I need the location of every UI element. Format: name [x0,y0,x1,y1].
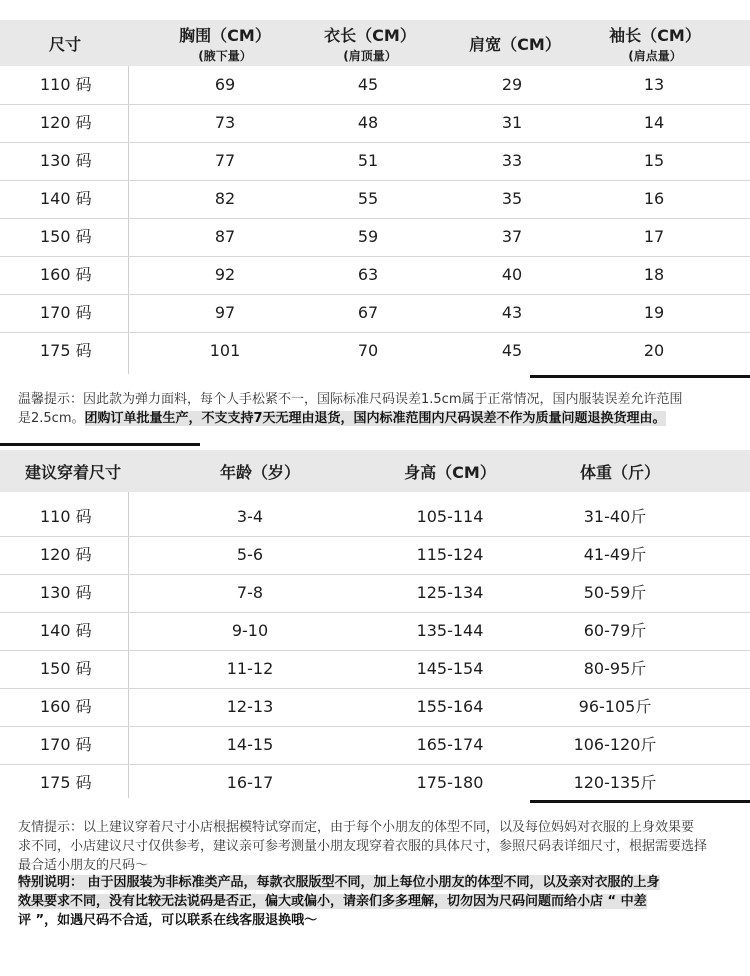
size-cell: 130 码 [40,583,92,602]
header-chest [160,20,290,66]
weight-cell: 106-120斤 [573,735,657,754]
height-cell: 145-154 [416,659,484,678]
table-row [0,536,750,575]
chest-cell: 69 [214,75,236,94]
header-sleeve-label: 袖长（CM） [609,25,701,45]
shoulder-cell: 43 [501,303,523,322]
size-cell: 160 码 [40,697,92,716]
table-row [0,650,750,689]
friendly-tip-line-2: 求不同，小店建议尺寸仅供参考，建议亲可参考测量小朋友现穿着衣服的具体尺寸，参照尺码表详细尺寸，根据需要选择 [18,839,708,854]
size-cell: 140 码 [40,189,92,208]
age-cell: 16-17 [226,773,274,792]
weight-cell: 120-135斤 [573,773,657,792]
size-cell: 150 码 [40,227,92,246]
table-row [0,764,750,802]
age-cell: 11-12 [226,659,274,678]
chest-cell: 92 [214,265,236,284]
height-cell: 125-134 [416,583,484,602]
length-cell: 67 [357,303,379,322]
shoulder-cell: 29 [501,75,523,94]
chest-cell: 101 [209,341,241,360]
table-row [0,574,750,613]
header-shoulder-label: 肩宽（CM） [469,34,561,54]
header-age [195,450,325,492]
sleeve-cell: 13 [643,75,665,94]
weight-cell: 50-59斤 [583,583,647,602]
weight-cell: 96-105斤 [578,697,652,716]
table-row [0,332,750,370]
size-table [0,20,750,378]
header-age-label: 年龄（岁） [219,462,300,482]
size-cell: 110 码 [40,507,92,526]
header-length-label: 衣长（CM） [324,25,416,45]
sleeve-cell: 16 [643,189,665,208]
warm-tip-line-2 [18,409,736,428]
length-cell: 63 [357,265,379,284]
header-suggest-size-label: 建议穿着尺寸 [24,462,121,482]
shoulder-cell: 35 [501,189,523,208]
special-note-line-2 [18,892,736,911]
header-chest-sub: (腋下量） [198,48,252,63]
header-chest-label: 胸围（CM） [179,25,271,45]
weight-cell: 41-49斤 [583,545,647,564]
special-note-line-3 [18,911,736,930]
header-height-label: 身高（CM） [404,462,496,482]
age-cell: 7-8 [236,583,264,602]
height-cell: 155-164 [416,697,484,716]
size-cell: 120 码 [40,545,92,564]
size-cell: 110 码 [40,75,92,94]
sleeve-cell: 20 [643,341,665,360]
header-sleeve-sub: (肩点量） [628,48,682,63]
size-table-bottom-rule [530,375,750,378]
age-cell: 9-10 [231,621,269,640]
shoulder-cell: 40 [501,265,523,284]
length-cell: 45 [357,75,379,94]
chest-cell: 73 [214,113,236,132]
height-cell: 165-174 [416,735,484,754]
table-row [0,726,750,765]
header-shoulder [450,20,580,66]
sleeve-cell: 15 [643,151,665,170]
sleeve-cell: 17 [643,227,665,246]
special-note-text-3: 评 ”，如遇尺码不合适，可以联系在线客服退换哦～ [18,913,318,928]
size-cell: 130 码 [40,151,92,170]
weight-cell: 60-79斤 [583,621,647,640]
section-divider [0,443,200,446]
sleeve-cell: 19 [643,303,665,322]
header-suggest-size [0,450,146,492]
table-row [0,688,750,727]
age-cell: 12-13 [226,697,274,716]
header-weight-label: 体重（斤） [579,462,660,482]
table-row [0,256,750,295]
header-length-sub: (肩顶量） [343,48,397,63]
age-cell: 14-15 [226,735,274,754]
chest-cell: 82 [214,189,236,208]
table-row [0,218,750,257]
warm-tip-note [18,390,736,428]
length-cell: 59 [357,227,379,246]
size-cell: 140 码 [40,621,92,640]
age-cell: 5-6 [236,545,264,564]
length-cell: 51 [357,151,379,170]
size-cell: 170 码 [40,303,92,322]
length-cell: 48 [357,113,379,132]
special-note-line-1 [18,873,736,892]
age-table [0,450,750,802]
height-cell: 175-180 [416,773,484,792]
chest-cell: 77 [214,151,236,170]
sleeve-cell: 18 [643,265,665,284]
header-length [305,20,435,66]
shoulder-cell: 45 [501,341,523,360]
header-weight [555,450,685,492]
warm-tip-text: 是2.5cm。 [18,411,85,426]
size-cell: 170 码 [40,735,92,754]
sleeve-cell: 14 [643,113,665,132]
size-cell: 175 码 [40,773,92,792]
special-note-text-1: 由于因服装为非标准类产品，每款衣服版型不同，加上每位小朋友的体型不同，以及亲对衣服的上身 [83,875,660,890]
top-strip [0,0,750,21]
special-note-label: 特别说明： [18,875,84,890]
size-cell: 120 码 [40,113,92,132]
chest-cell: 87 [214,227,236,246]
table-row [0,66,750,105]
table-row [0,498,750,537]
table-row [0,104,750,143]
shoulder-cell: 37 [501,227,523,246]
chest-cell: 97 [214,303,236,322]
weight-cell: 80-95斤 [583,659,647,678]
age-table-header [0,450,750,492]
warm-tip-line-1: 温馨提示：因此款为弹力面料，每个人手松紧不一，国际标准尺码误差1.5cm属于正常情况，国内服装误差允许范围 [18,392,683,407]
height-cell: 115-124 [416,545,484,564]
table-row [0,142,750,181]
size-cell: 175 码 [40,341,92,360]
table-row [0,294,750,333]
special-note-text-2: 效果要求不同，没有比较无法说码是否正，偏大或偏小，请亲们多多理解，切勿因为尺码问题而给小店 “ 中差 [18,894,647,909]
length-cell: 55 [357,189,379,208]
friendly-tip-note [18,818,736,875]
size-cell: 150 码 [40,659,92,678]
header-sleeve [585,20,725,66]
weight-cell: 31-40斤 [583,507,647,526]
age-cell: 3-4 [236,507,264,526]
size-cell: 160 码 [40,265,92,284]
table-row [0,612,750,651]
friendly-tip-line-3: 最合适小朋友的尺码～ [18,858,149,873]
age-table-bottom-rule [530,800,750,803]
header-height [385,450,515,492]
header-size-label: 尺寸 [48,34,81,54]
shoulder-cell: 33 [501,151,523,170]
height-cell: 135-144 [416,621,484,640]
warm-tip-highlight: 团购订单批量生产，不支支持7天无理由退货，国内标准范围内尺码误差不作为质量问题退换货理由。 [84,411,666,426]
header-size [0,20,130,66]
table-row [0,180,750,219]
height-cell: 105-114 [416,507,484,526]
size-table-header [0,20,750,66]
length-cell: 70 [357,341,379,360]
special-note [18,873,736,930]
friendly-tip-line-1: 友情提示：以上建议穿着尺寸小店根据模特试穿而定，由于每个小朋友的体型不同，以及每位妈妈对衣服的上身效果要 [18,820,695,835]
shoulder-cell: 31 [501,113,523,132]
